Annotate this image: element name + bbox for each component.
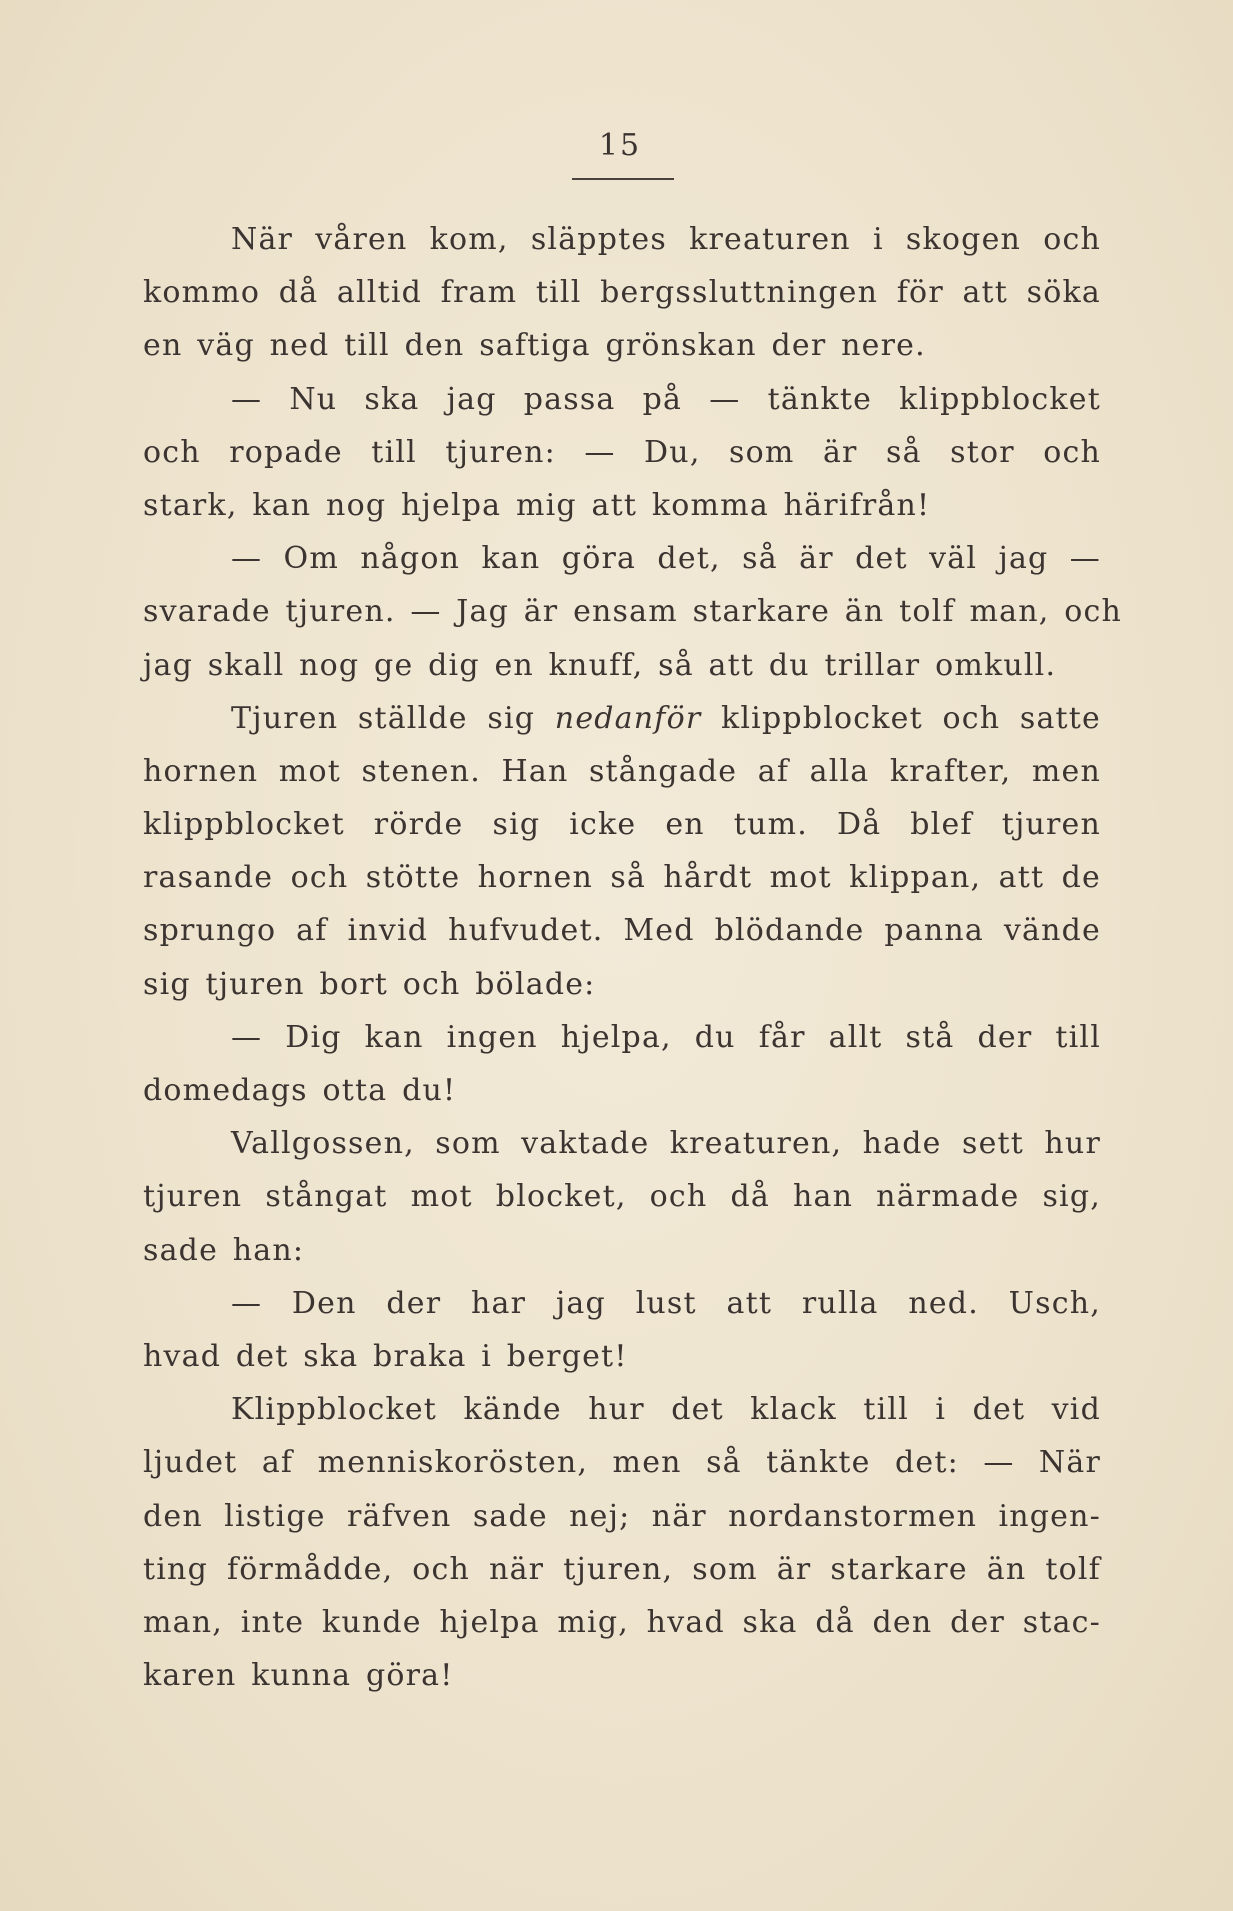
text-line: sig tjuren bort och bölade: [143,966,596,1002]
text-line: När våren kom, släpptes kreaturen i skogen och [231,222,1101,257]
text-line: man, inte kunde hjelpa mig, hvad ska då den der stac- [143,1604,1101,1640]
text-segment: Tjuren ställde sig [231,700,555,736]
text-line: — Den der har jag lust att rulla ned. Usch, [231,1285,1101,1321]
text-line: sade han: [143,1232,305,1268]
text-line: Vallgossen, som vaktade kreaturen, hade sett hur [231,1126,1101,1162]
text-line: stark, kan nog hjelpa mig att komma härifrån! [143,487,931,523]
text-line: hornen mot stenen. Han stångade af alla krafter, men [143,753,1101,789]
text-line: och ropade till tjuren: — Du, som är så stor och [143,434,1101,470]
text-segment: klippblocket och satte [701,700,1102,736]
page-number-rule [572,178,674,180]
text-line: ljudet af menniskorösten, men så tänkte det: — När [143,1445,1101,1481]
body-text [143,213,1122,1702]
text-line: en väg ned till den saftiga grönskan der nere. [143,328,926,364]
italic-word: nedanför [554,700,702,736]
text-line: domedags otta du! [143,1073,457,1108]
text-line: — Nu ska jag passa på — tänkte klippblocket [231,381,1101,417]
text-line: Klippblocket kände hur det klack till i det vid [231,1392,1101,1428]
text-line: rasande och stötte hornen så hårdt mot klippan, att de [143,860,1101,896]
text-line: kommo då alltid fram till bergssluttningen för att söka [143,275,1101,311]
text-line: hvad det ska braka i berget! [143,1338,628,1374]
text-line: jag skall nog ge dig en knuff, så att du trillar omkull. [143,647,1057,683]
page-number: 15 [598,128,642,163]
text-line: karen kunna göra! [143,1658,454,1694]
text-line: sprungo af invid hufvudet. Med blödande panna vände [143,913,1101,949]
text-line: — Dig kan ingen hjelpa, du får allt stå der till [231,1019,1101,1055]
text-line [143,692,1101,745]
text-line: svarade tjuren. — Jag är ensam starkare än tolf man, och [143,594,1122,630]
text-line: tjuren stångat mot blocket, och då han närmade sig, [143,1179,1101,1215]
text-line: den listige räfven sade nej; när nordanstormen ingen- [143,1498,1101,1534]
text-line: ting förmådde, och när tjuren, som är starkare än tolf [143,1551,1101,1587]
text-line: — Om någon kan göra det, så är det väl jag — [231,541,1101,577]
text-line: klippblocket rörde sig icke en tum. Då blef tjuren [143,807,1101,843]
